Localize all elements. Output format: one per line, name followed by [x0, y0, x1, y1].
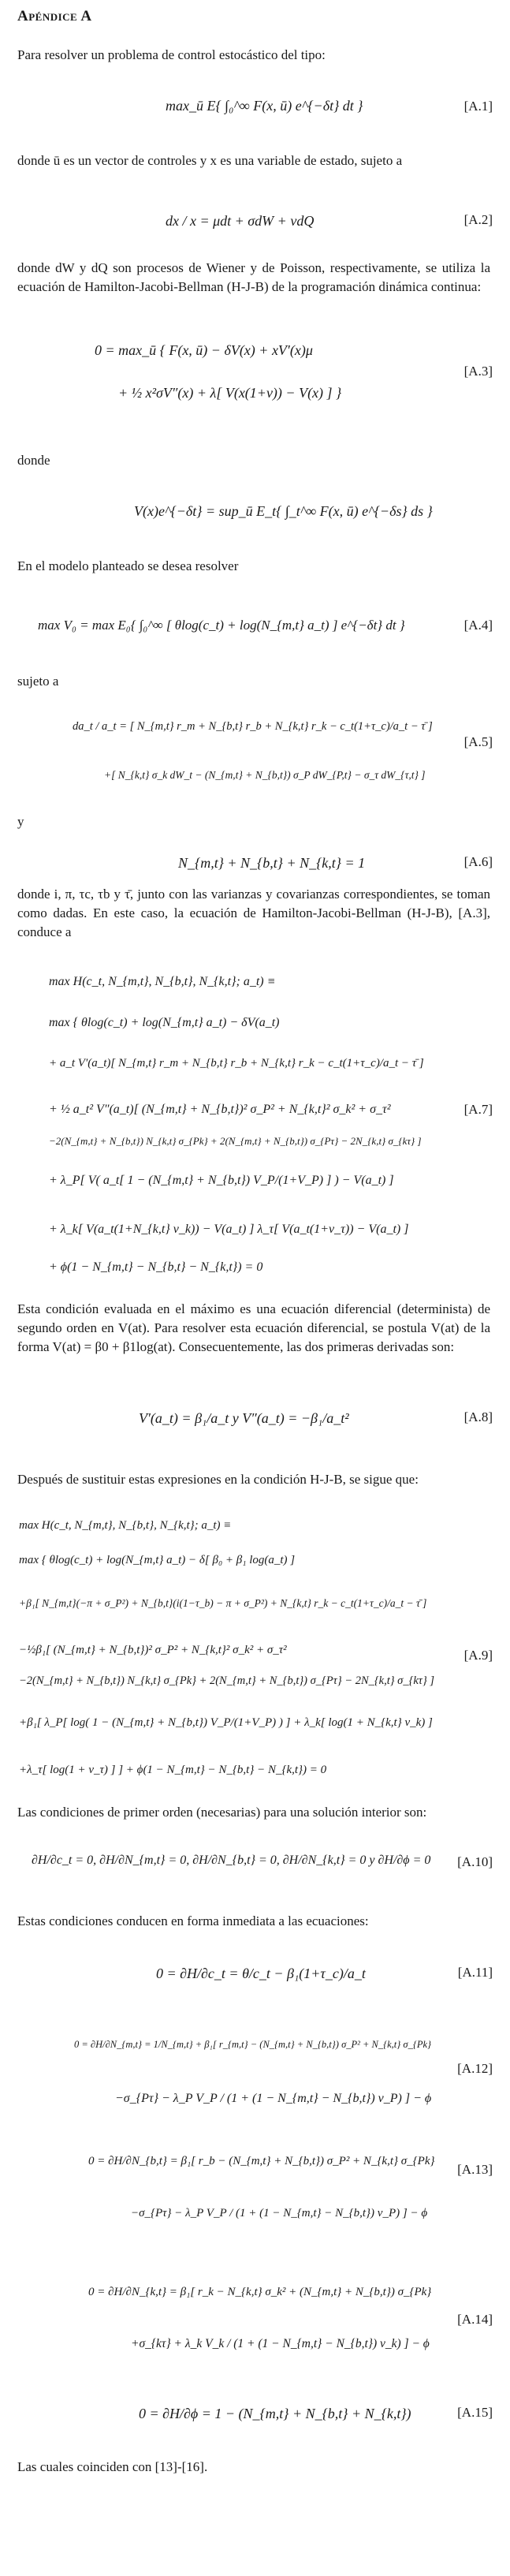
- paragraph-intro: Para resolver un problema de control estocástico del tipo:: [17, 47, 326, 62]
- equation-a9-line3: +β₁[ N_{m,t}(−π + σ_P²) + N_{b,t}(i(1−τ_b) − π + σ_P²) + N_{k,t} r_k − c_t(1+τ_c)/a_t − τ̄ ]: [19, 1597, 427, 1609]
- tag-a8: [A.8]: [463, 1409, 493, 1424]
- paragraph-conclusion: Las cuales coinciden con [13]-[16].: [17, 2459, 208, 2474]
- tag-a2: [A.2]: [463, 212, 493, 227]
- appendix-heading: Apéndice A: [17, 8, 92, 24]
- paragraph-modelo: En el modelo planteado se desea resolver: [17, 558, 239, 573]
- tag-a5: [A.5]: [463, 734, 493, 749]
- equation-a15: 0 = ∂H/∂ϕ = 1 − (N_{m,t} + N_{b,t} + N_{k,t}): [139, 2406, 411, 2421]
- equation-a4: max V₀ = max E₀{ ∫₀^∞ [ θlog(c_t) + log(N_{m,t} a_t) ] e^{−δt} dt }: [38, 618, 405, 633]
- equation-a7-line1: max H(c_t, N_{m,t}, N_{b,t}, N_{k,t}; a_t) ≡: [49, 975, 276, 988]
- paragraph-sujeto: sujeto a: [17, 674, 59, 689]
- paragraph-parametros: donde i, π, τc, τb y τ̄, junto con las varianzas y covarianzas correspondientes, se toman como dadas. En este caso, la ecuación de Hamilton-Jacobi-Bellman (H-J-B), [A.3], conduce a: [17, 887, 490, 939]
- tag-a7: [A.7]: [463, 1102, 493, 1117]
- paragraph-sustitucion: Después de sustituir estas expresiones en la condición H-J-B, se sigue que:: [17, 1472, 419, 1487]
- tag-a4: [A.4]: [463, 618, 493, 633]
- equation-a13-line1: 0 = ∂H/∂N_{b,t} = β₁[ r_b − (N_{m,t} + N_{b,t}) σ_P² + N_{k,t} σ_{Pk}: [88, 2155, 435, 2167]
- equation-a9-line4: −½β₁[ (N_{m,t} + N_{b,t})² σ_P² + N_{k,t}² σ_k² + σ_τ²: [19, 1644, 287, 1656]
- equation-a6: N_{m,t} + N_{b,t} + N_{k,t} = 1: [178, 855, 366, 871]
- tag-a6: [A.6]: [463, 854, 493, 869]
- tag-a1: [A.1]: [463, 99, 493, 114]
- paragraph-y: y: [17, 814, 24, 829]
- paragraph-hjb: donde dW y dQ son procesos de Wiener y de Poisson, respectivamente, se utiliza la ecuación de Hamilton-Jacobi-Bellman (H-J-B) de la programación dinámica continua:: [17, 260, 490, 294]
- equation-a12-line1: 0 = ∂H/∂N_{m,t} = 1/N_{m,t} + β₁[ r_{m,t} − (N_{m,t} + N_{b,t}) σ_P² + N_{k,t} σ_{Pk}: [74, 2039, 431, 2050]
- equation-a12-line2: −σ_{Pτ} − λ_P V_P / (1 + (1 − N_{m,t} − N_{b,t}) ν_P) ] − ϕ: [115, 2092, 432, 2105]
- equation-a8: V′(a_t) = β₁/a_t y V″(a_t) = −β₁/a_t²: [139, 1410, 349, 1426]
- equation-value-function: V(x)e^{−δt} = sup_ū E_t{ ∫_t^∞ F(x, ū) e^{−δs} ds }: [134, 503, 433, 519]
- tag-a14: [A.14]: [457, 2312, 493, 2327]
- equation-a14-line2: +σ_{kτ} + λ_k V_k / (1 + (1 − N_{m,t} − N_{b,t}) ν_k) ] − ϕ: [131, 2337, 430, 2350]
- equation-a7-line5: −2(N_{m,t} + N_{b,t}) N_{k,t} σ_{Pk} + 2(N_{m,t} + N_{b,t}) σ_{Pτ} − 2N_{k,t} σ_{kτ} ]: [49, 1135, 422, 1147]
- paragraph-ecuacion-diferencial: Esta condición evaluada en el máximo es una ecuación diferencial (determinista) de segundo orden en V(at). Para resolver esta ecuación diferencial, se postula V(at) de la forma V(at) = β0 + β1log(at). Consecuentemente, las dos primeras derivadas son:: [17, 1301, 490, 1354]
- equation-a9-line5: −2(N_{m,t} + N_{b,t}) N_{k,t} σ_{Pk} + 2(N_{m,t} + N_{b,t}) σ_{Pτ} − 2N_{k,t} σ_{kτ} ]: [19, 1674, 435, 1687]
- equation-a9-line2: max { θlog(c_t) + log(N_{m,t} a_t) − δ[ β₀ + β₁ log(a_t) ]: [19, 1554, 296, 1566]
- paragraph-primer-orden: Las condiciones de primer orden (necesarias) para una solución interior son:: [17, 1805, 427, 1820]
- equation-a9-line7: +λ_τ[ log(1 + ν_τ) ] ] + ϕ(1 − N_{m,t} − N_{b,t} − N_{k,t}) = 0: [19, 1764, 327, 1776]
- equation-a5-line1: da_t / a_t = [ N_{m,t} r_m + N_{b,t} r_b + N_{k,t} r_k − c_t(1+τ_c)/a_t − τ̄ ]: [73, 720, 433, 733]
- equation-a7-line4: + ½ a_t² V″(a_t)[ (N_{m,t} + N_{b,t})² σ_P² + N_{k,t}² σ_k² + σ_τ²: [49, 1103, 391, 1116]
- tag-a9: [A.9]: [463, 1648, 493, 1663]
- equation-a14-line1: 0 = ∂H/∂N_{k,t} = β₁[ r_k − N_{k,t} σ_k² + (N_{m,t} + N_{b,t}) σ_{Pk}: [88, 2286, 432, 2298]
- equation-a3-line2: + ½ x²σV″(x) + λ[ V(x(1+ν)) − V(x) ] }: [118, 385, 342, 401]
- equation-a9-line6: +β₁[ λ_P[ log( 1 − (N_{m,t} + N_{b,t}) V_P/(1+V_P) ) ] + λ_k[ log(1 + N_{k,t} ν_k) ]: [19, 1716, 433, 1729]
- paragraph-conducen: Estas condiciones conducen en forma inmediata a las ecuaciones:: [17, 1913, 369, 1928]
- equation-a1: max_ū E{ ∫₀^∞ F(x, ū) e^{−δt} dt }: [166, 98, 363, 114]
- tag-a13: [A.13]: [457, 2162, 493, 2177]
- equation-a11: 0 = ∂H/∂c_t = θ/c_t − β₁(1+τ_c)/a_t: [156, 1966, 366, 1981]
- equation-a10: ∂H/∂c_t = 0, ∂H/∂N_{m,t} = 0, ∂H/∂N_{b,t} = 0, ∂H/∂N_{k,t} = 0 y ∂H/∂ϕ = 0: [32, 1854, 431, 1867]
- equation-a2: dx / x = μdt + σdW + νdQ: [166, 213, 315, 229]
- tag-a11: [A.11]: [457, 1965, 493, 1980]
- equation-a7-line8: + ϕ(1 − N_{m,t} − N_{b,t} − N_{k,t}) = 0: [49, 1260, 263, 1274]
- paragraph-donde: donde: [17, 453, 50, 468]
- tag-a10: [A.10]: [457, 1854, 493, 1869]
- tag-a12: [A.12]: [457, 2061, 493, 2076]
- equation-a7-line2: max { θlog(c_t) + log(N_{m,t} a_t) − δV(a_t): [49, 1016, 280, 1029]
- tag-a3: [A.3]: [463, 364, 493, 379]
- equation-a7-line3: + a_t V′(a_t)[ N_{m,t} r_m + N_{b,t} r_b + N_{k,t} r_k − c_t(1+τ_c)/a_t − τ̄ ]: [49, 1057, 424, 1070]
- equation-a5-line2: +[ N_{k,t} σ_k dW_t − (N_{m,t} + N_{b,t}) σ_P dW_{P,t} − σ_τ dW_{τ,t} ]: [104, 769, 426, 781]
- equation-a9-line1: max H(c_t, N_{m,t}, N_{b,t}, N_{k,t}; a_t) ≡: [19, 1519, 232, 1532]
- paragraph-controls: donde ū es un vector de controles y x es una variable de estado, sujeto a: [17, 153, 403, 168]
- tag-a15: [A.15]: [457, 2405, 493, 2420]
- equation-a3-line1: 0 = max_ū { F(x, ū) − δV(x) + xV′(x)μ: [95, 342, 313, 358]
- equation-a13-line2: −σ_{Pτ} − λ_P V_P / (1 + (1 − N_{m,t} − N_{b,t}) ν_P) ] − ϕ: [131, 2207, 428, 2219]
- equation-a7-line6: + λ_P[ V( a_t[ 1 − (N_{m,t} + N_{b,t}) V_P/(1+V_P) ] ) − V(a_t) ]: [49, 1174, 394, 1187]
- equation-a7-line7: + λ_k[ V(a_t(1+N_{k,t} ν_k)) − V(a_t) ] λ_τ[ V(a_t(1+ν_τ)) − V(a_t) ]: [49, 1223, 409, 1236]
